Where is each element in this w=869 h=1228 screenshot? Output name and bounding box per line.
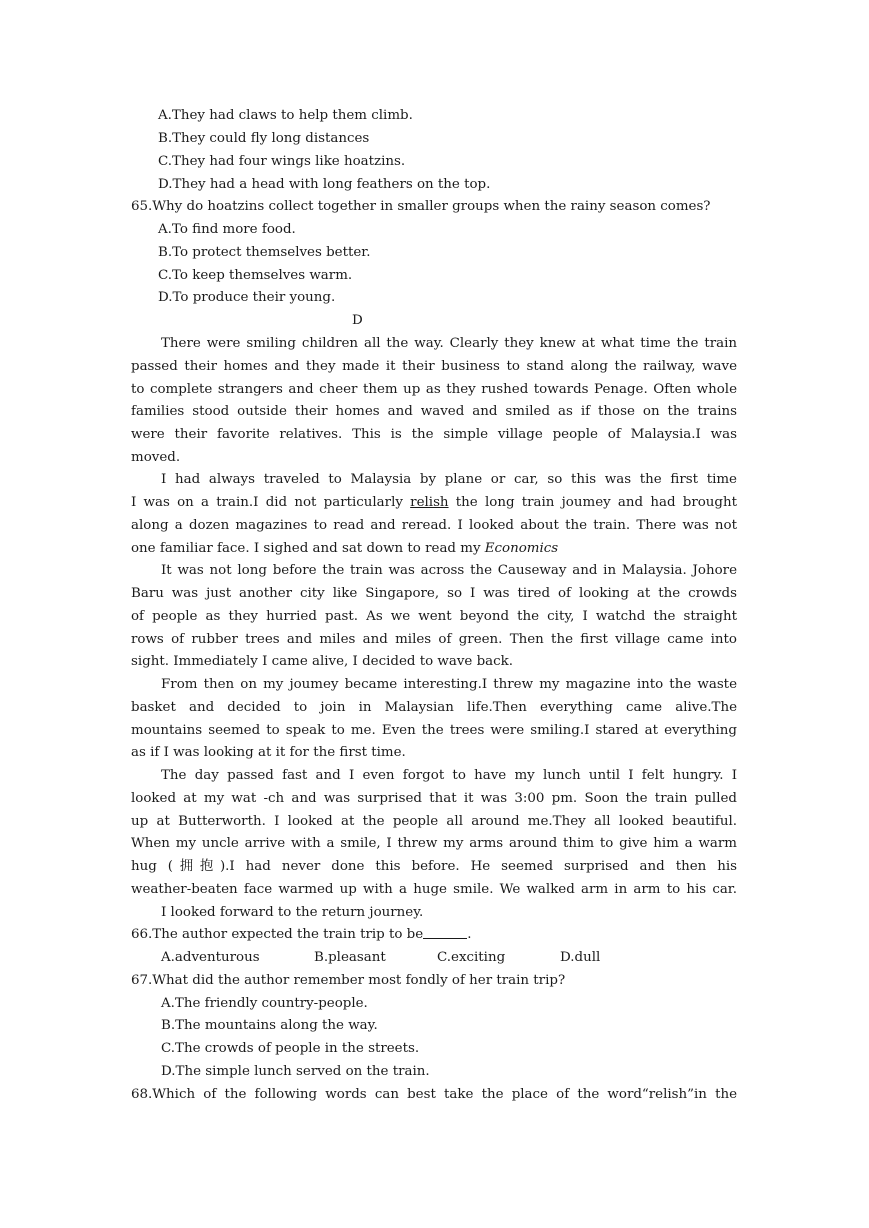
passage-p2-line: I had always traveled to Malaysia by plane or car, so this was the first time	[161, 472, 737, 487]
answer-blank	[423, 925, 467, 939]
q67-option-c: C.The crowds of people in the streets.	[161, 1041, 420, 1056]
q64-option-b: B.They could fly long distances	[158, 131, 370, 146]
passage-p4-line: basket and decided to join in Malaysian life.Then everything came alive.The	[131, 700, 737, 715]
q65-option-a: A.To find more food.	[158, 222, 296, 237]
passage-text: I was on a train.I did not particularly	[131, 495, 411, 510]
passage-text: the long train joumey and had brought	[448, 495, 737, 510]
passage-p2-line	[131, 538, 558, 560]
underlined-word-relish: relish	[410, 495, 449, 510]
passage-text: one familiar face. I sighed and sat down to read my	[131, 541, 485, 556]
question-text: 66.The author expected the train trip to be	[131, 927, 424, 942]
q66-question	[131, 924, 471, 946]
question-text: .	[467, 927, 472, 942]
q65-option-d: D.To produce their young.	[158, 290, 336, 305]
passage-p3-line: of people as they hurried past. As we went beyond the city, I watchd the straight	[131, 609, 737, 624]
passage-p6-line: I looked forward to the return journey.	[161, 905, 424, 920]
passage-p5-line: hug (拥抱).I had never done this before. He seemed surprised and then his	[131, 859, 737, 874]
passage-p5-line: up at Butterworth. I looked at the people all around me.They all looked beautiful.	[131, 814, 737, 829]
passage-p5-line: weather-beaten face warmed up with a huge smile. We walked arm in arm to his car.	[131, 882, 737, 897]
passage-p3-line: rows of rubber trees and miles and miles of green. Then the first village came into	[131, 632, 737, 647]
passage-p5-line: The day passed fast and I even forgot to have my lunch until I felt hungry. I	[161, 768, 737, 783]
italic-word-economics: Economics	[484, 541, 559, 556]
section-heading: D	[352, 313, 363, 328]
passage-p4-line: as if I was looking at it for the first time.	[131, 745, 406, 760]
passage-p1-line: passed their homes and they made it their business to stand along the railway, wave	[131, 359, 737, 374]
q67-question: 67.What did the author remember most fondly of her train trip?	[131, 973, 566, 988]
q67-option-a: A.The friendly country-people.	[161, 996, 368, 1011]
passage-p4-line: From then on my joumey became interesting.I threw my magazine into the waste	[161, 677, 737, 692]
passage-p1-line: moved.	[131, 450, 181, 465]
q64-option-a: A.They had claws to help them climb.	[158, 108, 413, 123]
q64-option-d: D.They had a head with long feathers on the top.	[158, 177, 491, 192]
passage-p1-line: to complete strangers and cheer them up as they rushed towards Penage. Often whole	[131, 382, 737, 397]
q65-option-c: C.To keep themselves warm.	[158, 268, 353, 283]
passage-p2-line	[131, 492, 737, 514]
passage-p3-line: Baru was just another city like Singapore, so I was tired of looking at the crowds	[131, 586, 737, 601]
q67-option-b: B.The mountains along the way.	[161, 1018, 378, 1033]
q66-option-c: C.exciting	[437, 950, 506, 965]
passage-p2-line: along a dozen magazines to read and reread. I looked about the train. There was not	[131, 518, 737, 533]
passage-p1-line: families stood outside their homes and waved and smiled as if those on the trains	[131, 404, 737, 419]
passage-p5-line: looked at my wat -ch and was surprised that it was 3:00 pm. Soon the train pulled	[131, 791, 737, 806]
q67-option-d: D.The simple lunch served on the train.	[161, 1064, 430, 1079]
passage-p1-line: There were smiling children all the way. Clearly they knew at what time the train	[161, 336, 737, 351]
passage-p4-line: mountains seemed to speak to me. Even the trees were smiling.I stared at everything	[131, 723, 737, 738]
passage-p3-line: sight. Immediately I came alive, I decided to wave back.	[131, 654, 514, 669]
q66-options	[0, 947, 869, 969]
passage-p1-line: were their favorite relatives. This is the simple village people of Malaysia.I was	[131, 427, 737, 442]
q66-option-a: A.adventurous	[161, 950, 260, 965]
passage-p5-line: When my uncle arrive with a smile, I threw my arms around thim to give him a warm	[131, 836, 737, 851]
q66-option-d: D.dull	[560, 950, 601, 965]
q68-question: 68.Which of the following words can best take the place of the word“relish”in the	[131, 1087, 737, 1102]
q66-option-b: B.pleasant	[314, 950, 386, 965]
q65-option-b: B.To protect themselves better.	[158, 245, 371, 260]
q64-option-c: C.They had four wings like hoatzins.	[158, 154, 406, 169]
q65-question: 65.Why do hoatzins collect together in smaller groups when the rainy season comes?	[131, 199, 711, 214]
passage-p3-line: It was not long before the train was across the Causeway and in Malaysia. Johore	[161, 563, 737, 578]
